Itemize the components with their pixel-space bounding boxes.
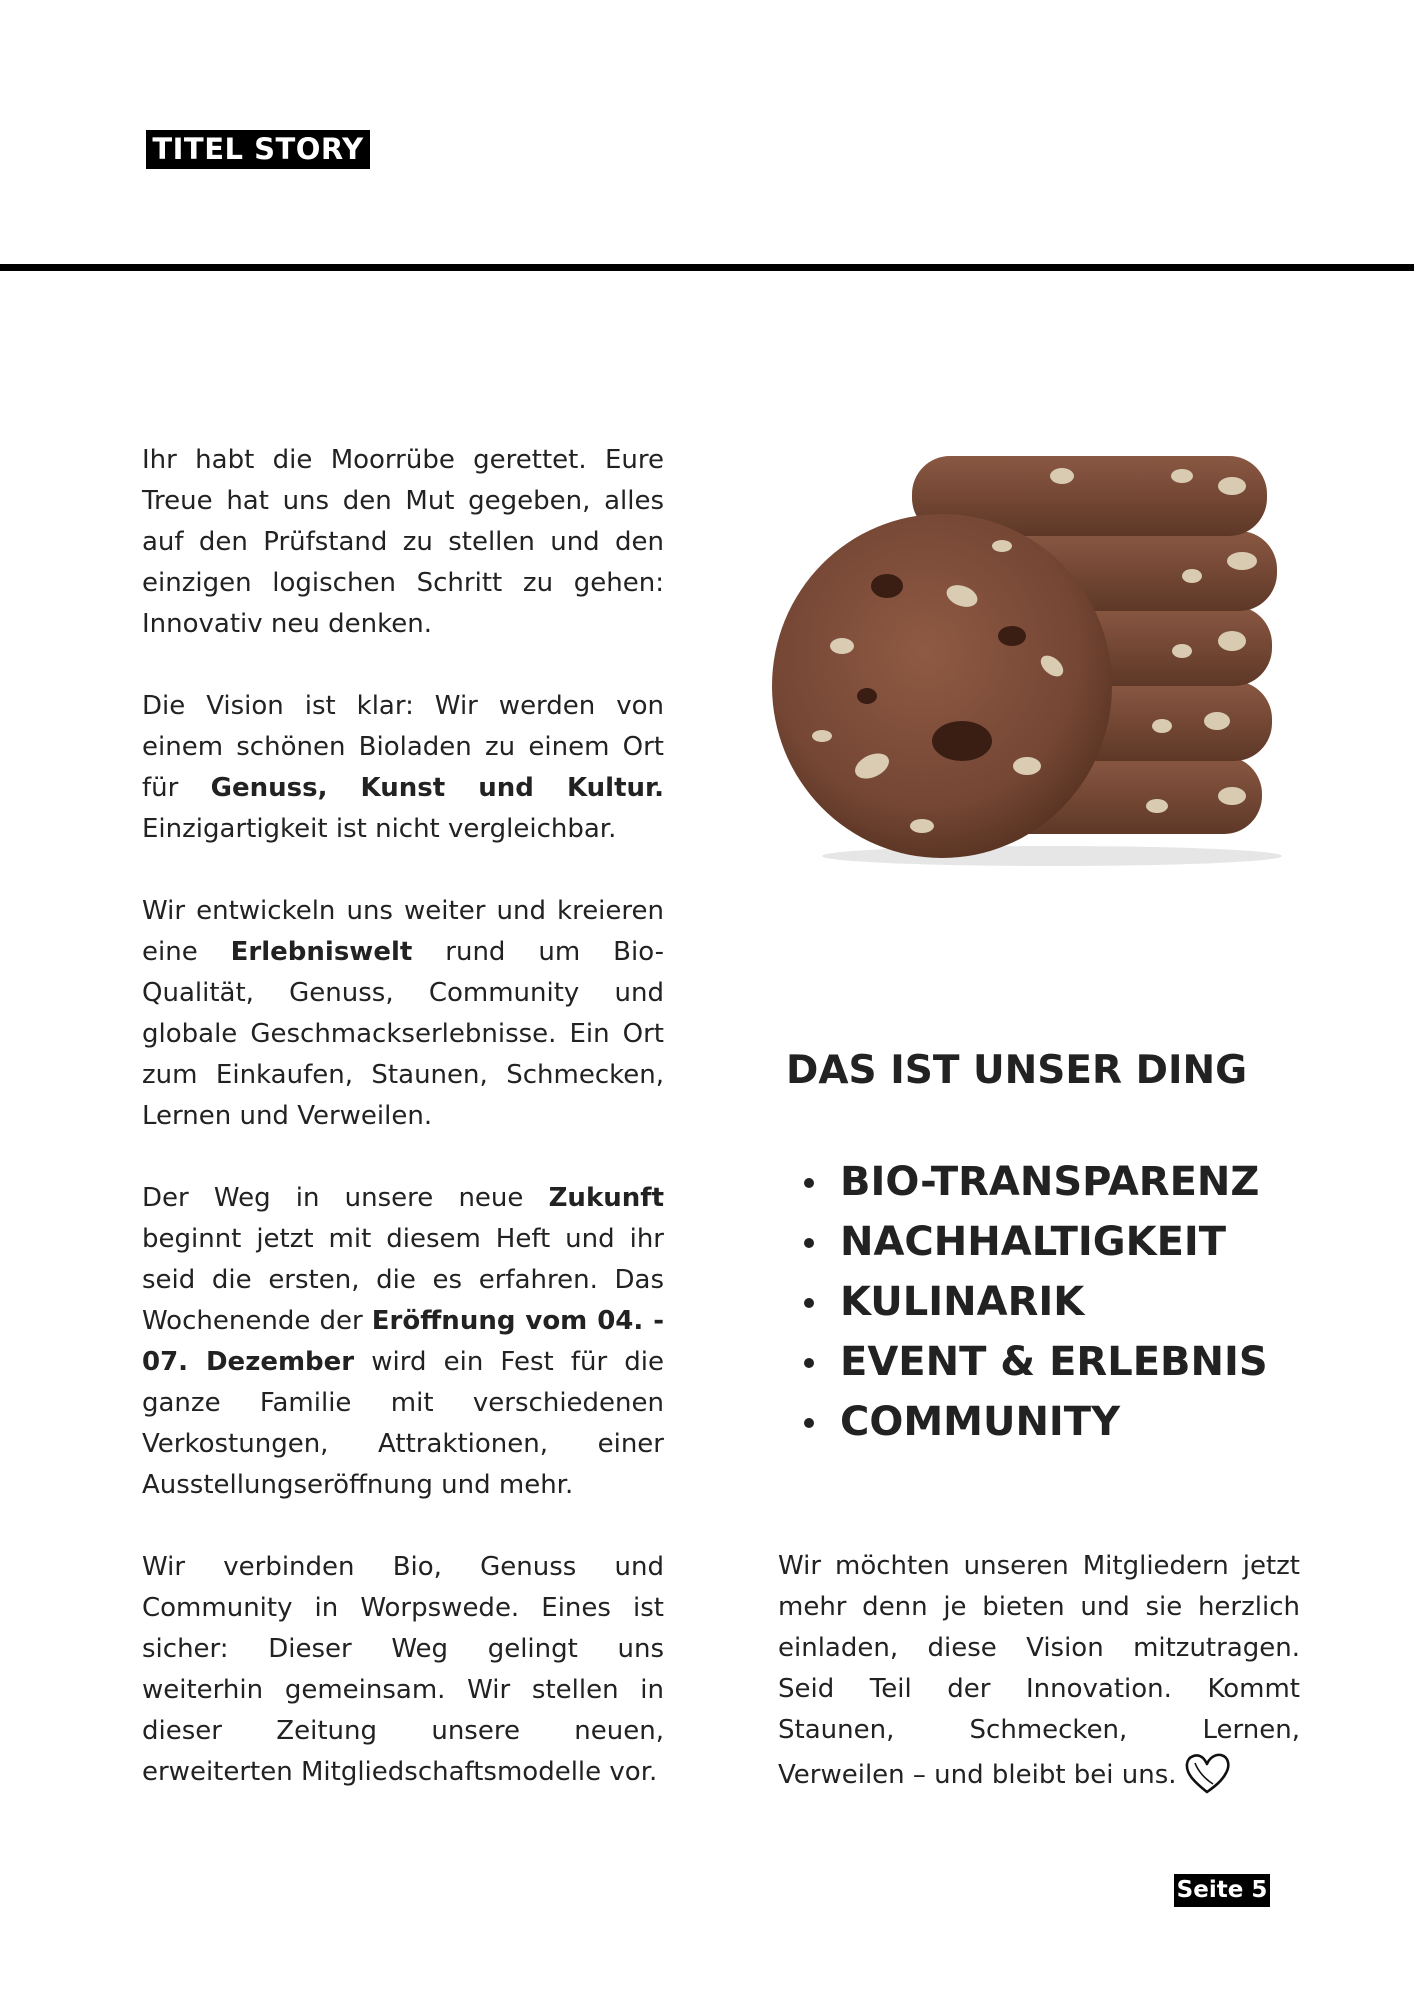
bullet-icon: [804, 1418, 814, 1428]
closing-paragraph-block: [778, 1546, 1300, 1808]
paragraph-intro: Ihr habt die Moorrübe gerettet. Eure Treue hat uns den Mut gegeben, alles auf den Prüfstand zu stellen und den einzigen logischen Schritt zu gehen: Innovativ neu denken.: [142, 445, 664, 639]
paragraph-vision: [142, 686, 664, 850]
text: Einzigartigkeit ist nicht vergleichbar.: [142, 814, 617, 844]
text: Der Weg in unsere neue: [142, 1183, 549, 1213]
emphasis-eroeffnung: Eröffnung vom 04. - 07. Dezember: [142, 1306, 664, 1377]
list-item: [786, 1212, 1346, 1272]
list-item: [786, 1152, 1346, 1212]
text: Wir möchten unseren Mitgliedern jetzt mehr denn je bieten und sie herzlich einladen, diese Vision mitzutragen. Seid Teil der Innovation. Kommt Staunen, Schmecken, Lernen, Verweilen – und bleibt bei uns.: [778, 1551, 1300, 1790]
text: Wir entwickeln uns weiter und kreieren eine: [142, 896, 664, 967]
paragraph-closing: [778, 1546, 1300, 1808]
bullet-icon: [804, 1358, 814, 1368]
text: beginnt jetzt mit diesem Heft und ihr seid die ersten, die es erfahren. Das Wochenende der: [142, 1224, 664, 1336]
emphasis-genuss-kunst-kultur: Genuss, Kunst und Kultur.: [210, 773, 664, 803]
emphasis-erlebniswelt: Erlebniswelt: [230, 937, 413, 967]
list-item-label: COMMUNITY: [840, 1399, 1121, 1445]
emphasis-zukunft: Zukunft: [548, 1183, 664, 1213]
text: wird ein Fest für die ganze Familie mit verschiedenen Verkostungen, Attraktionen, einer Ausstellungseröffnung und mehr.: [142, 1347, 664, 1500]
list-item: [786, 1392, 1346, 1452]
ding-heading: DAS IST UNSER DING: [786, 1048, 1248, 1093]
list-item: [786, 1332, 1346, 1392]
list-item: [786, 1272, 1346, 1332]
list-item-label: EVENT & ERLEBNIS: [840, 1339, 1268, 1385]
header-divider: [0, 264, 1414, 271]
list-item-label: KULINARIK: [840, 1279, 1085, 1325]
article-left-column: [142, 440, 664, 1793]
bullet-icon: [804, 1298, 814, 1308]
text: Die Vision ist klar: Wir werden von einem schönen Bioladen zu einem Ort für: [142, 691, 664, 803]
cookie-stack-icon: [762, 436, 1302, 866]
text: rund um Bio-Qualität, Genuss, Community und globale Geschmackserlebnisse. Ein Ort zum Einkaufen, Staunen, Schmecken, Lernen und Verweilen.: [142, 937, 664, 1131]
heart-icon: [1183, 1751, 1231, 1808]
paragraph-erlebniswelt: [142, 891, 664, 1137]
page-number-badge: Seite 5: [1174, 1874, 1270, 1907]
values-list: [786, 1152, 1346, 1452]
list-item-label: NACHHALTIGKEIT: [840, 1219, 1227, 1265]
list-item-label: BIO-TRANSPARENZ: [840, 1159, 1260, 1205]
paragraph-zukunft: [142, 1178, 664, 1506]
paragraph-community: Wir verbinden Bio, Genuss und Community in Worpswede. Eines ist sicher: Dieser Weg gelingt uns weiterhin gemeinsam. Wir stellen in dieser Zeitung unsere neuen, erweiterten Mitgliedschaftsmodelle vor.: [142, 1552, 664, 1787]
bullet-icon: [804, 1238, 814, 1248]
bullet-icon: [804, 1178, 814, 1188]
section-tag: TITEL STORY: [146, 130, 370, 169]
